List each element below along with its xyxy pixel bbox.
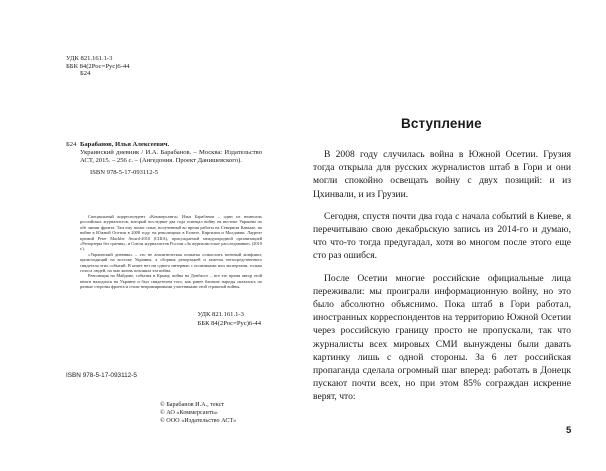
bibliographic-entry xyxy=(66,141,262,177)
copyright-line: © АО «Коммерсантъ» xyxy=(160,408,218,416)
page-number: 5 xyxy=(566,425,572,436)
author-mark: Б24 xyxy=(80,70,91,78)
catalog-codes-top xyxy=(66,55,130,78)
annotation xyxy=(80,214,262,290)
bibliographic-description: Украинский дневник / И.А. Барабанов. – Москва: Издательство АСТ, 2015. – 256 с. – (Ангедония. Проект Данишевского). xyxy=(80,149,262,165)
udc-code: УДК 821.161.1-3 xyxy=(66,55,113,62)
chapter-title: Вступление xyxy=(401,116,482,131)
copyright-line: © Барабанов И.А., текст xyxy=(160,401,225,408)
annotation-paragraph: Революция на Майдане, события в Крыму, война на Донбассе – все это время автор этой книги находился на Украине и был свидетелем того, как ранее близкие народы оказались по разные стороны фронта и стали непримиримыми участниками этой страшной войны. xyxy=(80,273,262,290)
bbk-code: ББК 84(2Рос=Рус)6-44 xyxy=(66,62,130,70)
copyright-notices xyxy=(160,401,236,424)
annotation-paragraph: «Украинский дневник» – это не аналитическая попытка осмыслить военный конфликт, происходящий на востоке Украины, а сборник репортажей и заметок непосредственного свидетеля этих событий. В книге нет ни одного интервью с политиками или экспертами, только голоса людей, на чью жизнь повлияла эта война. xyxy=(80,251,262,274)
isbn-bottom: ISBN 978-5-17-093112-5 xyxy=(66,372,137,379)
isbn-main: ISBN 978-5-17-093112-5 xyxy=(90,169,159,177)
bbk-code: ББК 84(2Рос=Рус)6-44 xyxy=(197,319,261,327)
body-paragraph: Сегодня, спустя почти два года с начала событий в Киеве, я перечитываю свою декабрьскую запись из 2014-го и думаю, что что-то тогда предугадал, хотя во многом после этого еще сто раз ошибся. xyxy=(313,210,571,262)
author-mark-label: Б24 xyxy=(66,141,77,148)
body-paragraph: После Осетии многие российские официальные лица переживали: мы проиграли информационную войну, но это было абсолютно объяснимо. Пока штаб в Гори работал, иностранных корреспондентов на территорию Южной Осетии через российскую границу просто не пропускали, так что журналисты всех мировых СМИ вынуждены были давать картинку лишь с одной стороны. За 6 лет российская пропаганда сделала огромный шаг вперед: работать в Донецк пускают почти всех, но при этом 85% сограждан искренне верят, что: xyxy=(313,272,571,403)
chapter-body xyxy=(313,148,571,413)
body-paragraph: В 2008 году случилась война в Южной Осетии. Грузия тогда открыла для русских журналистов штаб в Гори и они могли спокойно освещать войну с двух позиций: и из Цхинвали, и из Грузии. xyxy=(313,149,571,200)
catalog-codes-bottom xyxy=(198,311,262,328)
chapter-page xyxy=(303,0,606,471)
author-name: Барабанов, Илья Алексеевич. xyxy=(80,141,170,148)
annotation-paragraph: Специальный корреспондент «Коммерсанта» Илья Барабанов – один из немногих российских журналистов, который последние два года освещал войну на востоке Украины по обе линии фронта. Там ему помог опыт, полученный во время работы на Северном Кавказе, на войне в Южной Осетии в 2008 году, на революциях в Египте, Киргизии и Молдавии. Лауреат премий Peter Mackler Award-2010 (США), присуждаемой международной организацией «Репортеры без границ», и Союза журналистов России «За журналистское расследование» (2010 г.). xyxy=(80,214,262,252)
udc-code: УДК 821.161.1-3 xyxy=(197,311,244,318)
copyright-line: © ООО «Издательство АСТ» xyxy=(160,416,237,424)
